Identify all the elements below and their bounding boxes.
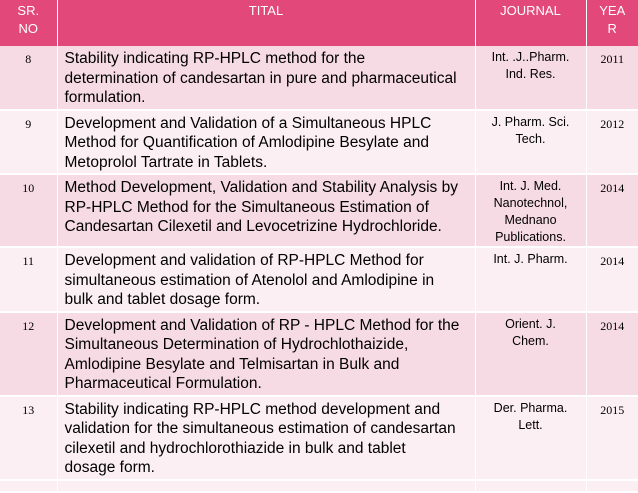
journal-line: Lett.: [518, 417, 543, 432]
header-title: TITAL: [57, 0, 475, 46]
filler-cell: [586, 480, 638, 492]
sr-no-cell: 9: [0, 110, 57, 175]
title-line: Development and Validation of a Simultaneous HPLC: [64, 114, 432, 132]
table-row: [0, 110, 638, 175]
title-line: formulation.: [64, 89, 146, 106]
title-line: Development and Validation of RP - HPLC Method for the: [64, 316, 460, 334]
year-cell: 2014: [586, 247, 638, 312]
journal-cell: [475, 110, 586, 175]
title-line: determination of candesartan in pure and pharmaceutical: [64, 69, 457, 87]
header-sr-no: SR. NO: [0, 0, 57, 46]
journal-line: Publications.: [495, 230, 566, 244]
title-line: Method for Quantification of Amlodipine Besylate and: [64, 134, 429, 151]
sr-no-cell: 8: [0, 46, 57, 110]
title-line: Pharmaceutical Formulation.: [64, 375, 262, 392]
title-line: Simultaneous Determination of Hydrochlothaizide,: [64, 336, 409, 353]
journal-line: Chem.: [512, 333, 549, 348]
table-row: [0, 312, 638, 396]
journal-line: Tech.: [515, 131, 546, 146]
title-line: RP-HPLC Method for the Simultaneous Estimation of: [64, 198, 429, 216]
journal-line: Int. J. Pharm.: [493, 252, 568, 266]
year-cell: 2012: [586, 110, 638, 175]
table-row: [0, 174, 638, 247]
journal-line: Nanotechnol,: [493, 196, 568, 210]
table-row: [0, 396, 638, 480]
journal-line: Der. Pharma.: [493, 400, 568, 415]
title-line: Development and validation of RP-HPLC Method for: [64, 252, 424, 269]
journal-line: J. Pharm. Sci.: [491, 114, 570, 129]
sr-no-cell: 13: [0, 396, 57, 480]
sr-no-cell: 11: [0, 247, 57, 312]
filler-cell: [0, 480, 57, 492]
filler-cell: [475, 480, 586, 492]
title-line: Candesartan Cilexetil and Levocetrizine Hydrochloride.: [64, 218, 442, 235]
filler-cell: [57, 480, 475, 492]
journal-cell: [475, 174, 586, 247]
journal-cell: [475, 312, 586, 396]
sr-no-cell: 10: [0, 174, 57, 247]
title-cell: [57, 110, 475, 175]
title-cell: [57, 312, 475, 396]
title-line: Metoprolol Tartrate in Tablets.: [64, 153, 268, 171]
year-cell: 2014: [586, 312, 638, 396]
title-cell: [57, 46, 475, 110]
journal-cell: [475, 46, 586, 110]
title-line: cilexetil and hydrochlorothiazide in bulk and tablet: [64, 439, 406, 457]
title-line: validation for the simultaneous estimation of candesartan: [64, 420, 456, 437]
header-year: YEA R: [586, 0, 638, 46]
year-cell: 2015: [586, 396, 638, 480]
journal-line: Orient. J.: [505, 316, 556, 331]
title-line: Method Development, Validation and Stability Analysis by: [64, 179, 458, 196]
title-cell: [57, 174, 475, 247]
table-row: [0, 247, 638, 312]
title-cell: [57, 247, 475, 312]
year-cell: 2014: [586, 174, 638, 247]
year-cell: 2011: [586, 46, 638, 110]
sr-no-cell: 12: [0, 312, 57, 396]
header-journal: JOURNAL: [475, 0, 586, 46]
title-line: Stability indicating RP-HPLC method for the: [64, 50, 366, 67]
journal-cell: [475, 247, 586, 312]
header-row: [0, 0, 638, 46]
journal-line: Int. J. Med.: [499, 179, 562, 193]
title-cell: [57, 396, 475, 480]
title-line: Stability indicating RP-HPLC method development and: [64, 400, 441, 418]
title-line: Amlodipine Besylate and Telmisartan in Bulk and: [64, 355, 400, 373]
title-line: dosage form.: [64, 459, 155, 476]
journal-line: Mednano: [504, 213, 557, 227]
title-line: bulk and tablet dosage form.: [64, 291, 261, 308]
journal-line: Ind. Res.: [505, 67, 556, 81]
table-row-filler: [0, 480, 638, 492]
journal-cell: [475, 396, 586, 480]
table-row: [0, 46, 638, 110]
journal-line: Int. .J..Pharm.: [491, 50, 570, 64]
title-line: simultaneous estimation of Atenolol and Amlodipine in: [64, 271, 435, 289]
